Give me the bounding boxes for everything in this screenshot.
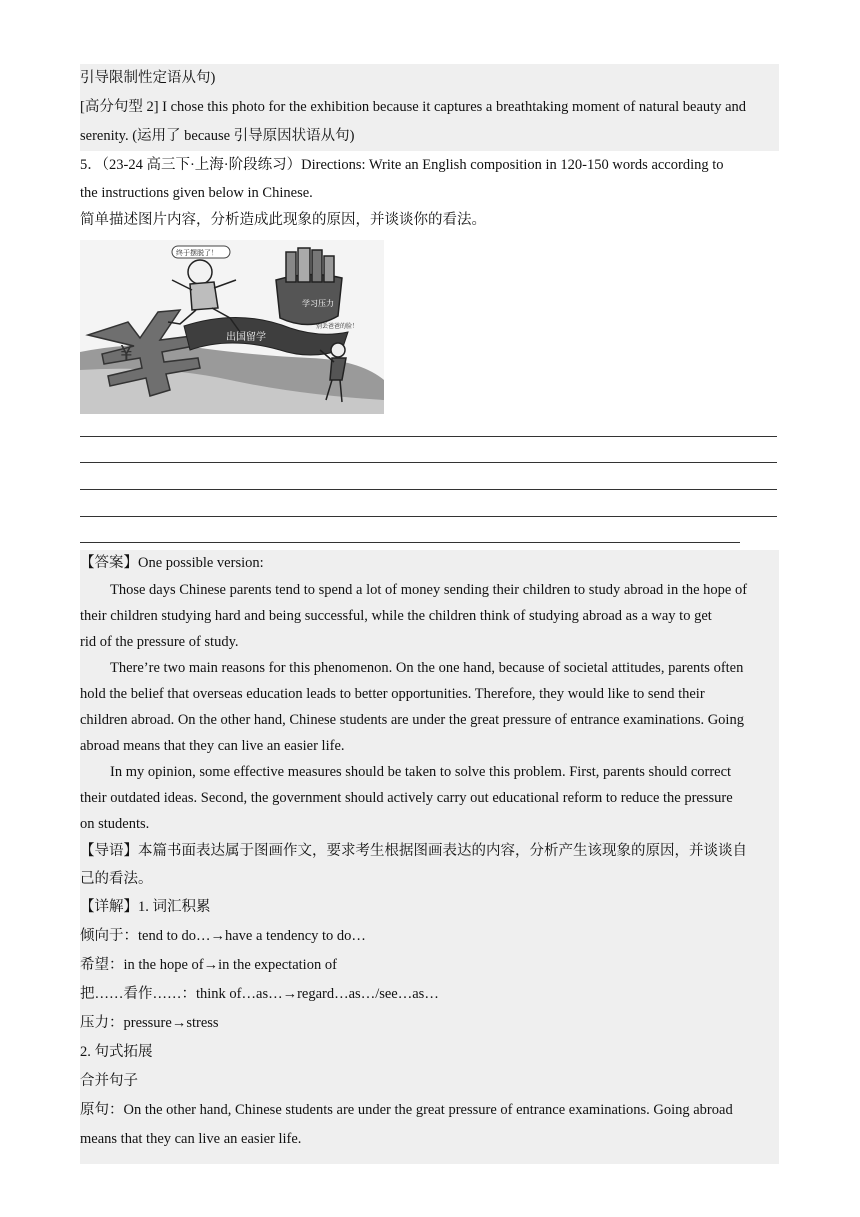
text-line: [高分句型 2] I chose this photo for the exhibition because it captures a breathtaking moment of natural beauty and <box>80 99 747 115</box>
boy-speech: 终于摆脱了！ <box>176 249 218 257</box>
question-block <box>80 151 779 234</box>
writing-line <box>80 436 777 437</box>
answer-heading <box>80 550 779 577</box>
cartoon-image <box>80 240 384 414</box>
vocab-item: 把……看作……：think of…as…→regard…as…/see…as… <box>80 986 439 1002</box>
answer-text: their outdated ideas. Second, the government should actively carry out educational reform to reduce the pressure <box>80 790 733 806</box>
answer-text: children abroad. On the other hand, Chinese students are under the great pressure of entrance examinations. Going <box>80 712 744 728</box>
detail-heading-text: 1. 词汇积累 <box>138 899 211 915</box>
answer-text: There’re two main reasons for this phenomenon. On the one hand, because of societal attitudes, parents often <box>110 660 744 676</box>
answer-text: hold the belief that overseas education leads to better opportunities. Therefore, they would like to send their <box>80 686 705 702</box>
guide-text: 本篇书面表达属于图画作文，要求考生根据图画表达的内容，分析产生该现象的原因，并谈谈自 <box>138 843 747 859</box>
vocab-item: 希望：in the hope of→in the expectation of <box>80 957 337 973</box>
writing-line <box>80 516 777 517</box>
text-line: serenity. (运用了 because 引导原因状语从句) <box>80 128 355 144</box>
detail-heading <box>80 893 779 922</box>
answer-text: rid of the pressure of study. <box>80 634 239 650</box>
banner-text: 出国留学 <box>226 332 266 343</box>
writing-line <box>80 489 777 490</box>
text-line: 引导限制性定语从句) <box>80 70 216 86</box>
answer-block <box>80 550 779 1164</box>
guide-line <box>80 837 779 865</box>
question-line: 5．（23-24 高三下·上海·阶段练习）Directions: Write an English composition in 120-150 words according to <box>80 157 724 173</box>
vocab-item: 压力：pressure→stress <box>80 1015 219 1031</box>
question-line: the instructions given below in Chinese. <box>80 185 313 201</box>
answer-text: Those days Chinese parents tend to spend a lot of money sending their children to study abroad in the hope of <box>110 582 748 598</box>
writing-line <box>80 542 740 543</box>
detail-label: 【详解】 <box>80 899 138 915</box>
guide-text: 己的看法。 <box>80 871 153 887</box>
sub-heading: 合并句子 <box>80 1073 138 1089</box>
vocab-item: 倾向于：tend to do…→have a tendency to do… <box>80 928 366 944</box>
previous-answer-tail <box>80 64 779 151</box>
answer-label: 【答案】 <box>80 555 138 571</box>
books-basket <box>276 248 342 325</box>
money-symbol: ¥ <box>120 341 133 365</box>
answer-text: their children studying hard and being successful, while the children think of studying abroad as a way to get <box>80 608 712 624</box>
original-sentence: means that they can live an easier life. <box>80 1131 302 1147</box>
basket-label: 学习压力 <box>302 299 334 308</box>
original-sentence: 原句：On the other hand, Chinese students are under the great pressure of entrance examinations. Going abroad <box>80 1102 733 1118</box>
answer-text: on students. <box>80 816 150 832</box>
answer-intro: One possible version: <box>138 555 264 571</box>
answer-text: In my opinion, some effective measures should be taken to solve this problem. First, parents should correct <box>110 764 732 780</box>
question-instruction: 简单描述图片内容，分析造成此现象的原因，并谈谈你的看法。 <box>80 212 486 228</box>
writing-line <box>80 462 777 463</box>
father-speech: 别丢爸爸的脸！ <box>316 323 359 330</box>
answer-text: abroad means that they can live an easier life. <box>80 738 345 754</box>
section-heading: 2. 句式拓展 <box>80 1044 153 1060</box>
guide-label: 【导语】 <box>80 843 138 859</box>
